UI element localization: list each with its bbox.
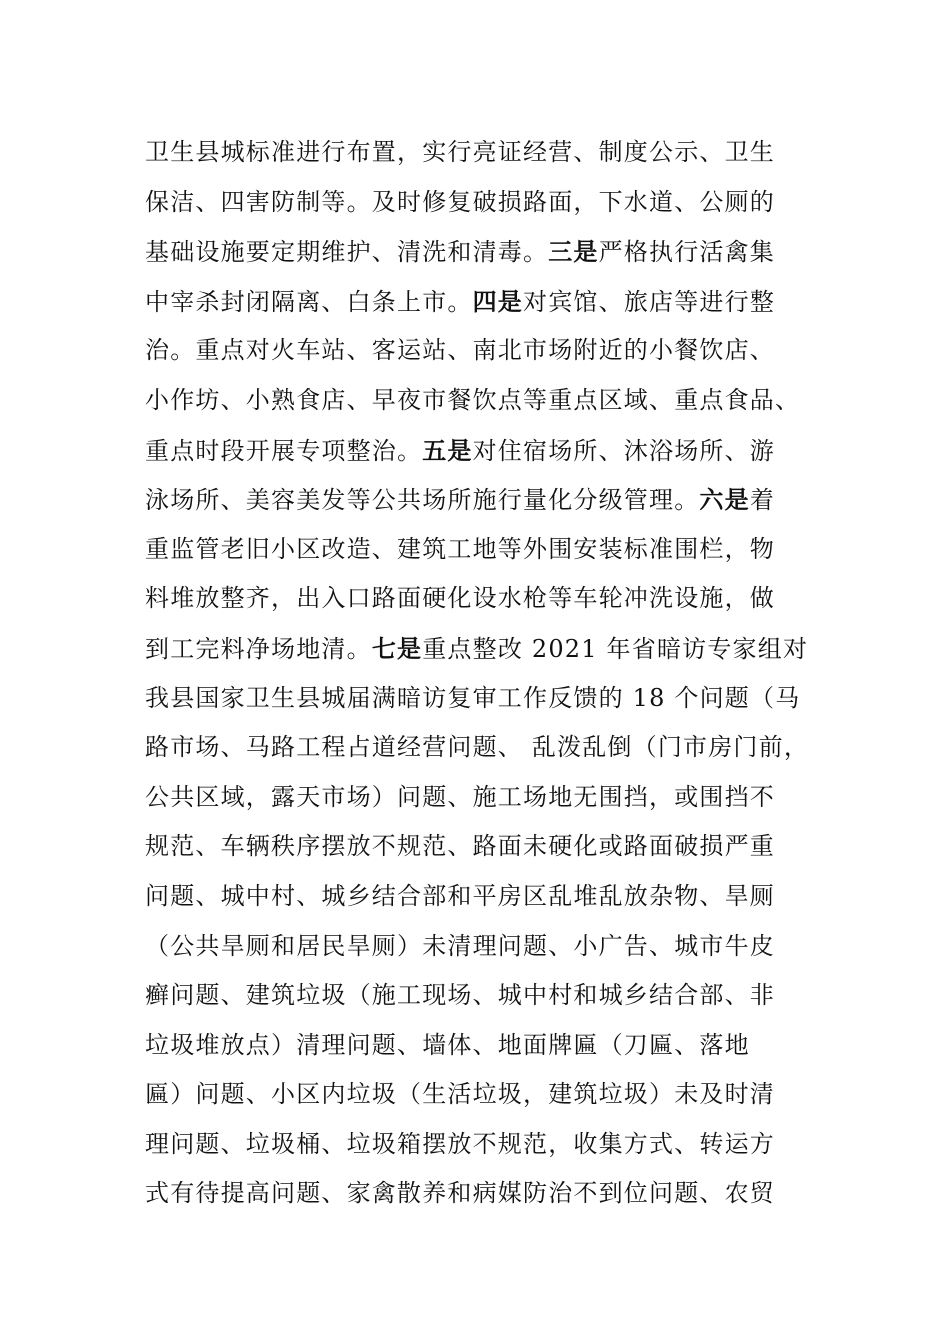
text-segment: 式有待提高问题、家禽散养和病媒防治不到位问题、农贸 — [145, 1179, 775, 1208]
text-segment: （公共旱厕和居民旱厕）未清理问题、小广告、城市牛皮 — [145, 931, 775, 960]
bold-keyword: 四是 — [472, 286, 524, 316]
text-line — [145, 1120, 825, 1170]
text-line — [145, 277, 825, 327]
text-segment: 治。重点对火车站、客运站、南北市场附近的小餐饮店、 — [145, 336, 775, 365]
text-segment: 着 — [749, 486, 776, 515]
text-segment: 癣问题、建筑垃圾（施工现场、城中村和城乡结合部、非 — [145, 981, 775, 1010]
text-segment: 理问题、垃圾桶、垃圾箱摆放不规范，收集方式、转运方 — [145, 1129, 775, 1158]
text-line — [145, 624, 825, 674]
text-segment: 基础设施要定期维护、清洗和清毒。 — [145, 238, 549, 267]
text-line — [145, 971, 825, 1021]
bold-keyword: 三是 — [548, 237, 599, 267]
text-line — [145, 475, 825, 525]
text-segment: 卫生县城标准进行布置，实行亮证经营、制度公示、卫生 — [145, 138, 775, 166]
text-segment: 料堆放整齐，出入口路面硬化设水枪等车轮冲洗设施，做 — [145, 584, 775, 613]
text-segment: 严格执行活禽集 — [598, 238, 776, 267]
bold-keyword: 七是 — [371, 633, 423, 663]
text-segment: 垃圾堆放点）清理问题、墙体、地面牌匾（刀匾、落地 — [145, 1030, 750, 1059]
text-line — [145, 773, 825, 823]
text-segment: 小作坊、小熟食店、早夜市餐饮点等重点区域、重点食品、 — [145, 385, 801, 414]
bold-keyword: 六是 — [699, 485, 750, 515]
text-segment: 规范、车辆秩序摆放不规范、路面未硬化或路面破损严重 — [145, 832, 775, 861]
bold-keyword: 五是 — [422, 435, 473, 465]
text-segment: 泳场所、美容美发等公共场所施行量化分级管理。 — [145, 486, 700, 515]
text-segment: 保洁、四害防制等。及时修复破损路面，下水道、公厕的 — [145, 187, 775, 216]
text-line — [145, 723, 825, 773]
text-line — [145, 525, 825, 575]
text-line — [145, 872, 825, 922]
text-line — [145, 922, 825, 972]
text-line — [145, 128, 825, 178]
text-line — [145, 1021, 825, 1071]
text-line — [145, 674, 825, 724]
text-line — [145, 178, 825, 228]
text-segment: 匾）问题、小区内垃圾（生活垃圾，建筑垃圾）未及时清 — [145, 1080, 775, 1109]
text-segment: 到工完料净场地清。 — [145, 634, 372, 663]
text-line — [145, 574, 825, 624]
text-segment: 重点整改 2021 年省暗访专家组对 — [422, 634, 809, 663]
text-line — [145, 326, 825, 376]
text-line — [145, 1169, 825, 1219]
text-line — [145, 822, 825, 872]
text-line — [145, 376, 825, 426]
text-line — [145, 426, 825, 476]
text-segment: 重点时段开展专项整治。 — [145, 436, 423, 465]
text-segment: 重监管老旧小区改造、建筑工地等外围安装标准围栏，物 — [145, 534, 775, 563]
text-segment: 对宾馆、旅店等进行整 — [523, 287, 776, 316]
text-segment: 问题、城中村、城乡结合部和平房区乱堆乱放杂物、旱厕 — [145, 881, 775, 910]
text-line — [145, 1070, 825, 1120]
text-segment: 对住宿场所、沐浴场所、游 — [472, 436, 776, 465]
text-segment: 路市场、马路工程占道经营问题、 乱泼乱倒（门市房门前， — [145, 733, 810, 762]
body-text — [145, 128, 825, 1219]
text-segment: 公共区域，露天市场）问题、施工场地无围挡，或围挡不 — [145, 782, 775, 811]
text-line — [145, 227, 825, 277]
text-segment: 我县国家卫生县城届满暗访复审工作反馈的 18 个问题（马 — [145, 683, 801, 712]
text-segment: 中宰杀封闭隔离、白条上市。 — [145, 287, 473, 316]
